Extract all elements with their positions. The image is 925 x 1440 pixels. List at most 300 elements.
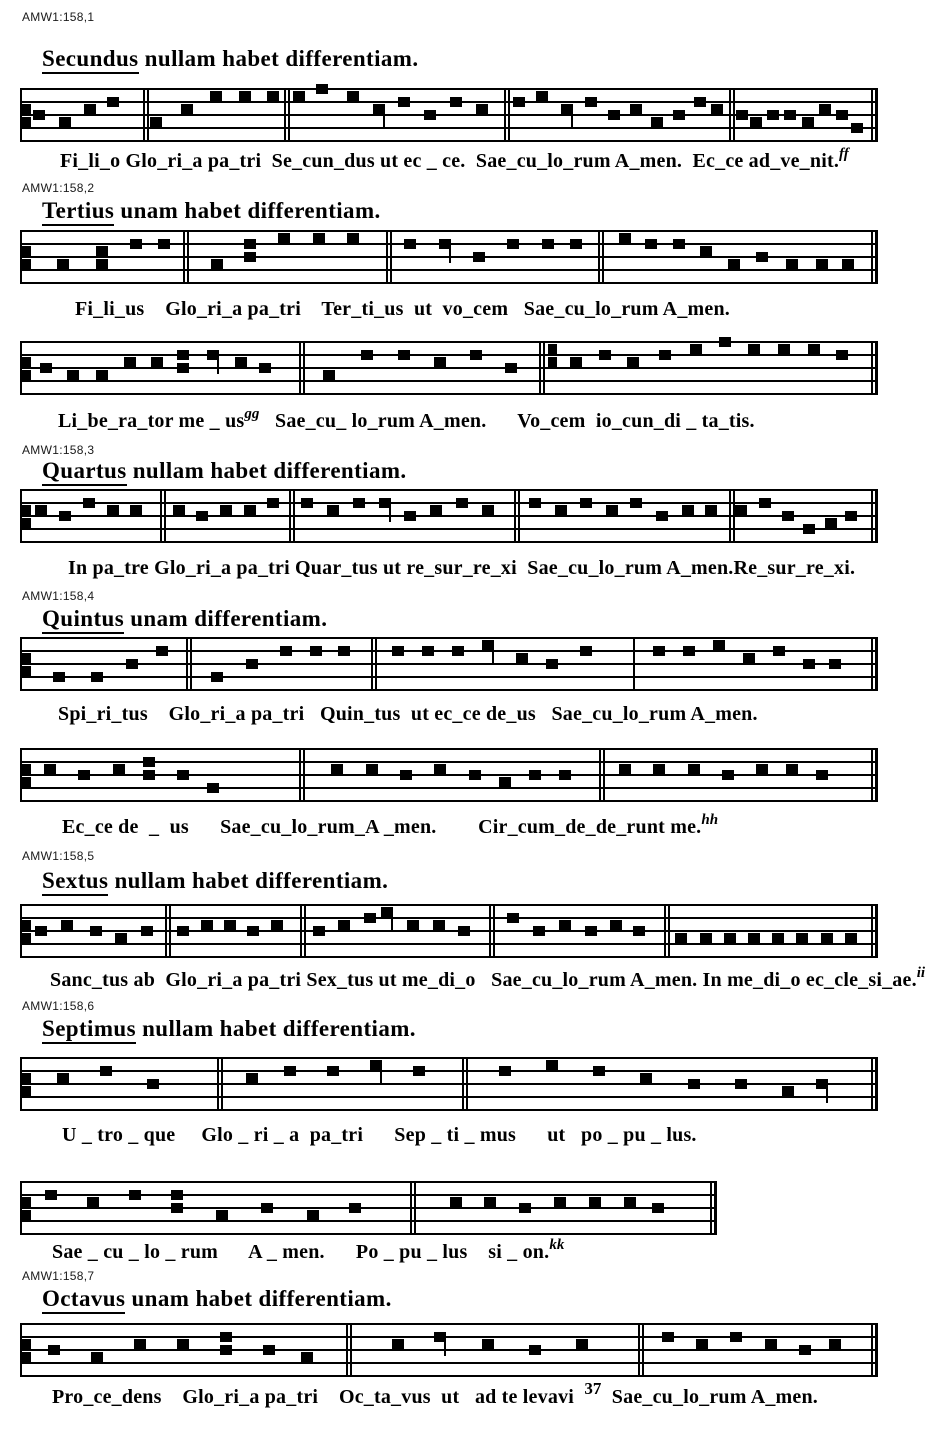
lyrics-text: Sae _ cu _ lo _ rum A _ men. Po _ pu _ lus si _ on. bbox=[52, 1241, 550, 1263]
square-notehead bbox=[705, 505, 717, 515]
lyrics-text: Sae_cu_ lo_rum A_men. Vo_cem io_cun_di _ ta_tis. bbox=[259, 410, 755, 432]
reference-label-text: AMW1:158,6 bbox=[22, 999, 95, 1013]
barline bbox=[147, 88, 149, 142]
lyrics-text: Sae_cu_lo_rum A_men. bbox=[601, 1386, 819, 1408]
lyrics-text: Sanc_tus ab Glo_ri_a pa_tri Sex_tus ut me_di_o Sae_cu_lo_rum A_men. In me_di_o ec_cle_si_ae. bbox=[50, 969, 917, 991]
square-notehead bbox=[327, 505, 339, 515]
square-notehead bbox=[452, 646, 464, 656]
square-notehead bbox=[171, 1190, 183, 1200]
staff-line bbox=[20, 1096, 878, 1098]
square-notehead bbox=[143, 770, 155, 780]
staff-line bbox=[20, 127, 878, 129]
lyrics-line bbox=[62, 812, 719, 839]
lyrics-text: Spi_ri_tus Glo_ri_a pa_tri Quin_tus ut ec_ce de_us Sae_cu_lo_rum A_men. bbox=[58, 703, 758, 725]
barline bbox=[190, 637, 192, 691]
staff-line bbox=[20, 528, 878, 530]
clef-mark bbox=[22, 1197, 31, 1207]
staff-line bbox=[20, 282, 878, 284]
square-notehead bbox=[529, 770, 541, 780]
staff-line bbox=[20, 515, 878, 517]
reference-label-text: AMW1:158,3 bbox=[22, 443, 95, 457]
square-notehead bbox=[836, 350, 848, 360]
staff-line bbox=[20, 637, 878, 639]
square-notehead bbox=[482, 505, 494, 515]
reference-label-text: AMW1:158,7 bbox=[22, 1269, 95, 1283]
square-notehead bbox=[675, 933, 687, 943]
square-notehead bbox=[842, 259, 854, 269]
square-notehead bbox=[469, 770, 481, 780]
barline bbox=[143, 88, 145, 142]
square-notehead bbox=[430, 505, 442, 515]
opening-barline bbox=[20, 88, 22, 142]
staff-line bbox=[20, 1220, 717, 1222]
staff-line bbox=[20, 140, 878, 142]
square-notehead bbox=[130, 239, 142, 249]
barline bbox=[303, 341, 305, 395]
square-notehead bbox=[57, 1073, 69, 1083]
barline bbox=[514, 489, 516, 543]
square-notehead bbox=[653, 646, 665, 656]
square-notehead bbox=[247, 926, 259, 936]
reference-label bbox=[22, 849, 94, 863]
square-notehead bbox=[606, 505, 618, 515]
square-notehead bbox=[559, 920, 571, 930]
square-notehead bbox=[808, 344, 820, 354]
square-notehead bbox=[645, 239, 657, 249]
square-notehead bbox=[589, 1197, 601, 1207]
square-notehead bbox=[130, 505, 142, 515]
reference-label-text: AMW1:158,1 bbox=[22, 10, 95, 24]
superscript-annotation: ii bbox=[916, 965, 925, 981]
square-notehead bbox=[542, 239, 554, 249]
barline bbox=[164, 489, 166, 543]
opening-barline bbox=[20, 904, 22, 958]
barline bbox=[543, 341, 545, 395]
lyrics-text: Pro_ce_dens Glo_ri_a pa_tri Oc_ta_vus ut ad te levavi bbox=[52, 1386, 585, 1408]
staff-line bbox=[20, 1336, 878, 1338]
square-notehead bbox=[33, 110, 45, 120]
barline bbox=[598, 230, 600, 284]
closing-barline bbox=[875, 230, 878, 284]
square-notehead bbox=[353, 498, 365, 508]
square-notehead bbox=[711, 104, 723, 114]
opening-barline bbox=[20, 748, 22, 802]
square-notehead bbox=[845, 511, 857, 521]
square-notehead bbox=[580, 498, 592, 508]
staff-line bbox=[20, 380, 878, 382]
square-notehead bbox=[261, 1203, 273, 1213]
square-notehead bbox=[53, 672, 65, 682]
square-notehead bbox=[570, 357, 582, 367]
square-notehead bbox=[630, 104, 642, 114]
closing-barline bbox=[871, 904, 873, 958]
square-notehead bbox=[91, 1352, 103, 1362]
square-notehead bbox=[652, 1203, 664, 1213]
square-notehead bbox=[555, 505, 567, 515]
square-notehead bbox=[392, 1339, 404, 1349]
square-notehead bbox=[630, 498, 642, 508]
square-notehead bbox=[361, 350, 373, 360]
square-notehead bbox=[576, 1339, 588, 1349]
barline bbox=[221, 1057, 223, 1111]
square-notehead bbox=[59, 511, 71, 521]
reference-label bbox=[22, 589, 94, 603]
virga-tail bbox=[492, 648, 494, 664]
staff-line bbox=[20, 1057, 878, 1059]
heading-rest-text: nullam habet differentiam. bbox=[108, 868, 389, 893]
staff-line bbox=[20, 269, 878, 271]
staff-line bbox=[20, 1070, 878, 1072]
square-notehead bbox=[129, 1190, 141, 1200]
square-notehead bbox=[593, 1066, 605, 1076]
barline bbox=[160, 489, 162, 543]
barline bbox=[664, 904, 666, 958]
square-notehead bbox=[398, 97, 410, 107]
square-notehead bbox=[473, 252, 485, 262]
square-notehead bbox=[505, 363, 517, 373]
barline bbox=[518, 489, 520, 543]
square-notehead bbox=[407, 920, 419, 930]
square-notehead bbox=[338, 920, 350, 930]
square-notehead bbox=[433, 920, 445, 930]
staff-system bbox=[20, 748, 878, 802]
staff-system bbox=[20, 341, 878, 395]
reference-label-text: AMW1:158,5 bbox=[22, 849, 95, 863]
square-notehead bbox=[84, 104, 96, 114]
square-notehead bbox=[349, 1203, 361, 1213]
square-notehead bbox=[267, 498, 279, 508]
square-notehead bbox=[546, 1060, 558, 1070]
section-heading bbox=[42, 458, 407, 484]
closing-barline bbox=[875, 637, 878, 691]
square-notehead bbox=[533, 926, 545, 936]
staff-system bbox=[20, 1057, 878, 1111]
square-notehead bbox=[141, 926, 153, 936]
square-notehead bbox=[736, 110, 748, 120]
heading-rest-text: nullam habet differentiam. bbox=[138, 46, 419, 71]
square-notehead bbox=[284, 1066, 296, 1076]
square-notehead bbox=[211, 672, 223, 682]
barline bbox=[217, 1057, 219, 1111]
square-notehead bbox=[107, 505, 119, 515]
square-notehead bbox=[803, 659, 815, 669]
clef-mark bbox=[22, 933, 31, 943]
square-notehead bbox=[585, 97, 597, 107]
barline bbox=[183, 230, 185, 284]
lyrics-line bbox=[75, 298, 730, 321]
clef-mark bbox=[22, 1086, 31, 1096]
square-notehead bbox=[156, 646, 168, 656]
heading-rest-text: unam habet differentiam. bbox=[125, 1286, 392, 1311]
barline bbox=[508, 88, 510, 142]
barline bbox=[638, 1323, 640, 1377]
barline bbox=[642, 1323, 644, 1377]
reference-label bbox=[22, 443, 94, 457]
square-notehead bbox=[220, 1345, 232, 1355]
square-notehead bbox=[113, 764, 125, 774]
square-notehead bbox=[662, 1332, 674, 1342]
lyrics-text: Fi_li_us Glo_ri_a pa_tri Ter_ti_us ut vo_cem Sae_cu_lo_rum A_men. bbox=[75, 298, 730, 320]
virga-tail bbox=[391, 915, 393, 931]
lyrics-text: Ec_ce de _ us Sae_cu_lo_rum_A _men. Cir_cum_de_de_runt me. bbox=[62, 816, 702, 838]
clef-mark bbox=[22, 1352, 31, 1362]
closing-barline bbox=[710, 1181, 712, 1235]
square-notehead bbox=[96, 246, 108, 256]
square-notehead bbox=[413, 1066, 425, 1076]
square-notehead bbox=[748, 344, 760, 354]
square-notehead bbox=[78, 770, 90, 780]
staff-system bbox=[20, 489, 878, 543]
staff-system bbox=[20, 88, 878, 142]
square-notehead bbox=[816, 770, 828, 780]
square-notehead bbox=[513, 97, 525, 107]
barline bbox=[504, 88, 506, 142]
barline bbox=[187, 230, 189, 284]
square-notehead bbox=[124, 357, 136, 367]
barline bbox=[599, 748, 601, 802]
square-notehead bbox=[819, 104, 831, 114]
superscript-annotation: ff bbox=[839, 146, 849, 162]
barline bbox=[386, 230, 388, 284]
square-notehead bbox=[724, 933, 736, 943]
square-notehead bbox=[177, 770, 189, 780]
square-notehead bbox=[424, 110, 436, 120]
lyrics-line bbox=[50, 965, 925, 992]
lyrics-line bbox=[58, 406, 755, 433]
section-heading bbox=[42, 198, 381, 224]
barline bbox=[729, 88, 731, 142]
square-notehead bbox=[683, 646, 695, 656]
barline bbox=[303, 748, 305, 802]
square-notehead bbox=[220, 505, 232, 515]
staff-line bbox=[20, 393, 878, 395]
square-notehead bbox=[246, 659, 258, 669]
square-notehead bbox=[696, 1339, 708, 1349]
square-notehead bbox=[700, 246, 712, 256]
virga-tail bbox=[826, 1087, 828, 1103]
closing-barline bbox=[875, 88, 878, 142]
barline bbox=[293, 489, 295, 543]
clef-mark bbox=[22, 357, 31, 367]
square-notehead bbox=[470, 350, 482, 360]
clef-mark bbox=[548, 344, 557, 354]
square-notehead bbox=[610, 920, 622, 930]
heading-tone-name: Tertius bbox=[42, 198, 114, 226]
square-notehead bbox=[750, 117, 762, 127]
square-notehead bbox=[267, 91, 279, 101]
reference-label-text: AMW1:158,2 bbox=[22, 181, 95, 195]
square-notehead bbox=[728, 259, 740, 269]
square-notehead bbox=[756, 252, 768, 262]
square-notehead bbox=[694, 97, 706, 107]
square-notehead bbox=[271, 920, 283, 930]
barline bbox=[350, 1323, 352, 1377]
square-notehead bbox=[301, 1352, 313, 1362]
square-notehead bbox=[821, 933, 833, 943]
square-notehead bbox=[239, 91, 251, 101]
square-notehead bbox=[171, 1203, 183, 1213]
square-notehead bbox=[57, 259, 69, 269]
staff-line bbox=[20, 956, 878, 958]
square-notehead bbox=[796, 933, 808, 943]
barline bbox=[300, 904, 302, 958]
square-notehead bbox=[627, 357, 639, 367]
virga-tail bbox=[389, 506, 391, 522]
staff-line bbox=[20, 787, 878, 789]
square-notehead bbox=[398, 350, 410, 360]
barline bbox=[165, 904, 167, 958]
square-notehead bbox=[307, 1210, 319, 1220]
opening-barline bbox=[20, 637, 22, 691]
heading-rest-text: nullam habet differentiam. bbox=[126, 458, 407, 483]
opening-barline bbox=[20, 230, 22, 284]
barline bbox=[493, 904, 495, 958]
closing-barline bbox=[871, 341, 873, 395]
clef-mark bbox=[22, 518, 31, 528]
square-notehead bbox=[224, 920, 236, 930]
square-notehead bbox=[743, 653, 755, 663]
square-notehead bbox=[651, 117, 663, 127]
barline bbox=[169, 904, 171, 958]
staff-system bbox=[20, 637, 878, 691]
square-notehead bbox=[310, 646, 322, 656]
square-notehead bbox=[150, 117, 162, 127]
staff-line bbox=[20, 663, 878, 665]
clef-mark bbox=[22, 653, 31, 663]
staff-line bbox=[20, 1362, 878, 1364]
staff-line bbox=[20, 1349, 878, 1351]
staff-line bbox=[20, 748, 878, 750]
barline bbox=[304, 904, 306, 958]
square-notehead bbox=[836, 110, 848, 120]
square-notehead bbox=[599, 350, 611, 360]
square-notehead bbox=[331, 764, 343, 774]
barline bbox=[733, 88, 735, 142]
square-notehead bbox=[173, 505, 185, 515]
square-notehead bbox=[220, 1332, 232, 1342]
barline bbox=[414, 1181, 416, 1235]
square-notehead bbox=[700, 933, 712, 943]
clef-mark bbox=[22, 370, 31, 380]
clef-mark bbox=[22, 259, 31, 269]
square-notehead bbox=[181, 104, 193, 114]
square-notehead bbox=[653, 764, 665, 774]
closing-barline bbox=[871, 88, 873, 142]
square-notehead bbox=[554, 1197, 566, 1207]
square-notehead bbox=[115, 933, 127, 943]
square-notehead bbox=[784, 110, 796, 120]
square-notehead bbox=[816, 259, 828, 269]
closing-barline bbox=[875, 1323, 878, 1377]
square-notehead bbox=[673, 110, 685, 120]
square-notehead bbox=[313, 233, 325, 243]
closing-barline bbox=[875, 1057, 878, 1111]
clef-mark bbox=[22, 1073, 31, 1083]
square-notehead bbox=[158, 239, 170, 249]
square-notehead bbox=[134, 1339, 146, 1349]
square-notehead bbox=[177, 926, 189, 936]
square-notehead bbox=[235, 357, 247, 367]
reference-label-text: AMW1:158,4 bbox=[22, 589, 95, 603]
square-notehead bbox=[280, 646, 292, 656]
closing-barline bbox=[871, 637, 873, 691]
square-notehead bbox=[207, 783, 219, 793]
square-notehead bbox=[244, 505, 256, 515]
closing-barline bbox=[871, 489, 873, 543]
closing-barline bbox=[875, 748, 878, 802]
square-notehead bbox=[640, 1073, 652, 1083]
opening-barline bbox=[20, 489, 22, 543]
clef-mark bbox=[22, 104, 31, 114]
square-notehead bbox=[719, 337, 731, 347]
square-notehead bbox=[143, 757, 155, 767]
staff-line bbox=[20, 917, 878, 919]
square-notehead bbox=[619, 233, 631, 243]
square-notehead bbox=[263, 1345, 275, 1355]
square-notehead bbox=[735, 1079, 747, 1089]
staff-line bbox=[20, 904, 878, 906]
square-notehead bbox=[338, 646, 350, 656]
barline bbox=[733, 489, 735, 543]
square-notehead bbox=[482, 1339, 494, 1349]
heading-rest-text: unam habet differentiam. bbox=[114, 198, 381, 223]
square-notehead bbox=[688, 764, 700, 774]
square-notehead bbox=[44, 764, 56, 774]
square-notehead bbox=[244, 252, 256, 262]
square-notehead bbox=[316, 84, 328, 94]
square-notehead bbox=[126, 659, 138, 669]
square-notehead bbox=[829, 659, 841, 669]
square-notehead bbox=[499, 1066, 511, 1076]
square-notehead bbox=[210, 91, 222, 101]
barline bbox=[289, 489, 291, 543]
square-notehead bbox=[211, 259, 223, 269]
staff-line bbox=[20, 502, 878, 504]
barline bbox=[489, 904, 491, 958]
square-notehead bbox=[688, 1079, 700, 1089]
square-notehead bbox=[91, 672, 103, 682]
square-notehead bbox=[244, 239, 256, 249]
lyrics-text: Fi_li_o Glo_ri_a pa_tri Se_cun_dus ut ec _ ce. Sae_cu_lo_rum A_men. Ec_ce ad_ve_nit. bbox=[60, 150, 840, 172]
virga-tail bbox=[449, 247, 451, 263]
square-notehead bbox=[48, 1345, 60, 1355]
square-notehead bbox=[177, 363, 189, 373]
lyrics-line bbox=[68, 557, 855, 580]
reference-label bbox=[22, 1269, 94, 1283]
reference-label bbox=[22, 181, 94, 195]
staff-line bbox=[20, 1375, 878, 1377]
clef-mark bbox=[22, 666, 31, 676]
square-notehead bbox=[35, 926, 47, 936]
barline bbox=[371, 637, 373, 691]
square-notehead bbox=[301, 498, 313, 508]
square-notehead bbox=[624, 1197, 636, 1207]
square-notehead bbox=[585, 926, 597, 936]
heading-tone-name: Septimus bbox=[42, 1016, 136, 1044]
square-notehead bbox=[278, 233, 290, 243]
square-notehead bbox=[748, 933, 760, 943]
square-notehead bbox=[87, 1197, 99, 1207]
square-notehead bbox=[434, 764, 446, 774]
square-notehead bbox=[786, 259, 798, 269]
square-notehead bbox=[765, 1339, 777, 1349]
square-notehead bbox=[782, 511, 794, 521]
square-notehead bbox=[327, 1066, 339, 1076]
lyrics-text: In pa_tre Glo_ri_a pa_tri Quar_tus ut re_sur_re_xi Sae_cu_lo_rum A_men.Re_sur_re_xi. bbox=[68, 557, 856, 579]
staff-line bbox=[20, 1233, 717, 1235]
clef-mark bbox=[22, 246, 31, 256]
square-notehead bbox=[713, 640, 725, 650]
